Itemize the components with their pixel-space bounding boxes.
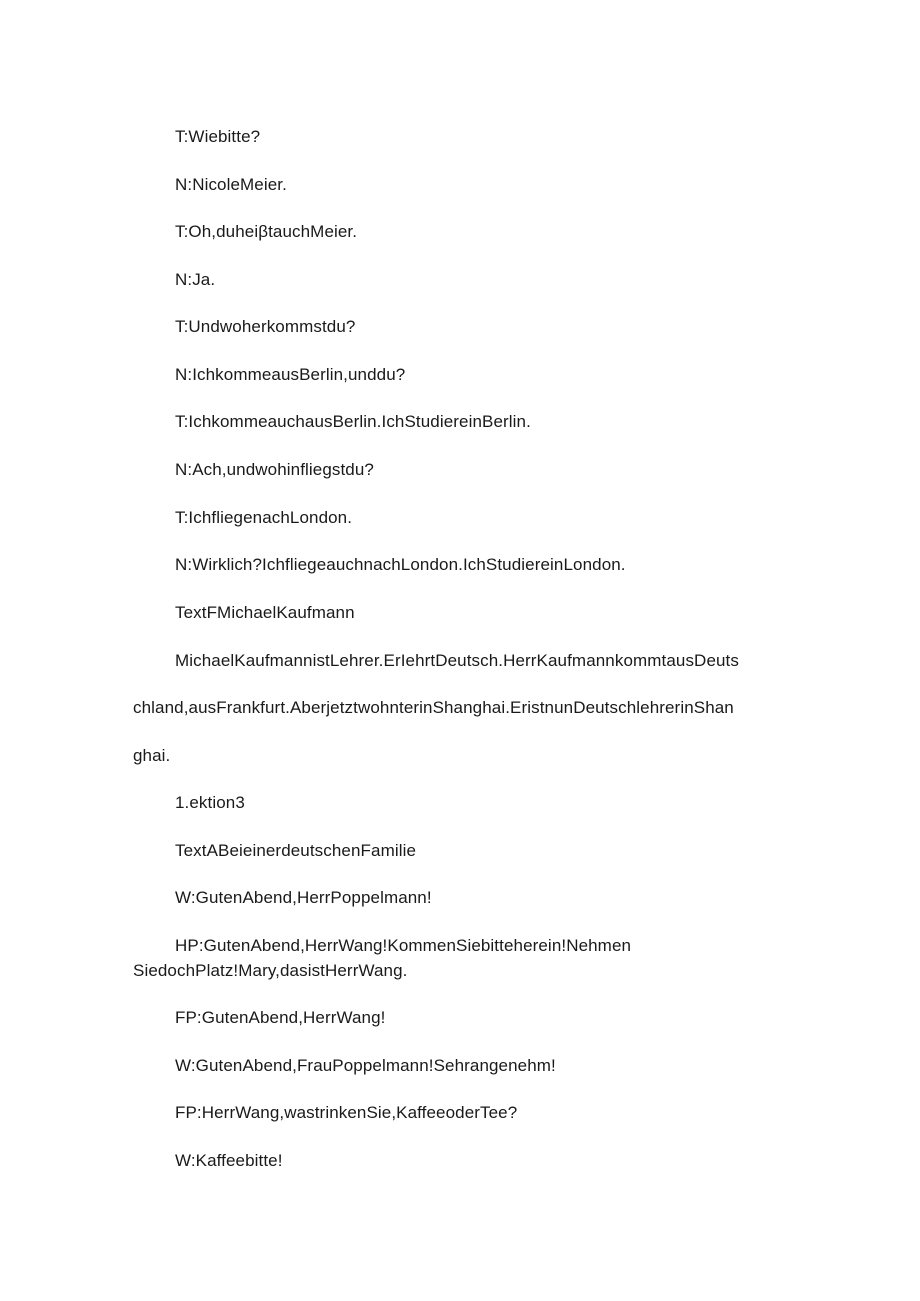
dialogue-line: N:Ach,undwohinfliegstdu? [175,460,374,479]
dialogue-line: T:IchkommeauchausBerlin.IchStudiereinBerlin. [175,412,531,431]
lesson-heading: 1.ektion3 [175,793,245,812]
dialogue-line: T:IchfliegenachLondon. [175,508,353,527]
paragraph-line: chland,ausFrankfurt.AberjetztwohnterinShanghai.EristnunDeutschlehrerinShan [133,698,734,717]
dialogue-line: W:Kaffeebitte! [175,1151,283,1170]
dialogue-line: N:NicoleMeier. [175,175,287,194]
section-heading: TextABeieinerdeutschenFamilie [175,841,417,860]
dialogue-line: N:Ja. [175,270,216,289]
dialogue-line: W:GutenAbend,FrauPoppelmann!Sehrangenehm! [175,1056,556,1075]
paragraph-line: MichaelKaufmannistLehrer.ErIehrtDeutsch.HerrKaufmannkommtausDeuts [175,651,739,670]
dialogue-line: T:Undwoherkommstdu? [175,317,356,336]
dialogue-line: SiedochPlatz!Mary,dasistHerrWang. [133,961,408,980]
dialogue-line: FP:GutenAbend,HerrWang! [175,1008,386,1027]
paragraph-line: ghai. [133,746,171,765]
dialogue-line: W:GutenAbend,HerrPoppelmann! [175,888,432,907]
dialogue-line: T:Wiebitte? [175,127,261,146]
section-heading: TextFMichaelKaufmann [175,603,355,622]
dialogue-line: T:Oh,duheiβtauchMeier. [175,222,358,241]
dialogue-line: FP:HerrWang,wastrinkenSie,KaffeeoderTee? [175,1103,518,1122]
dialogue-line: HP:GutenAbend,HerrWang!KommenSiebitteherein!Nehmen [175,936,632,955]
dialogue-line: N:IchkommeausBerlin,unddu? [175,365,406,384]
dialogue-line: N:Wirklich?IchfliegeauchnachLondon.IchStudiereinLondon. [175,555,626,574]
